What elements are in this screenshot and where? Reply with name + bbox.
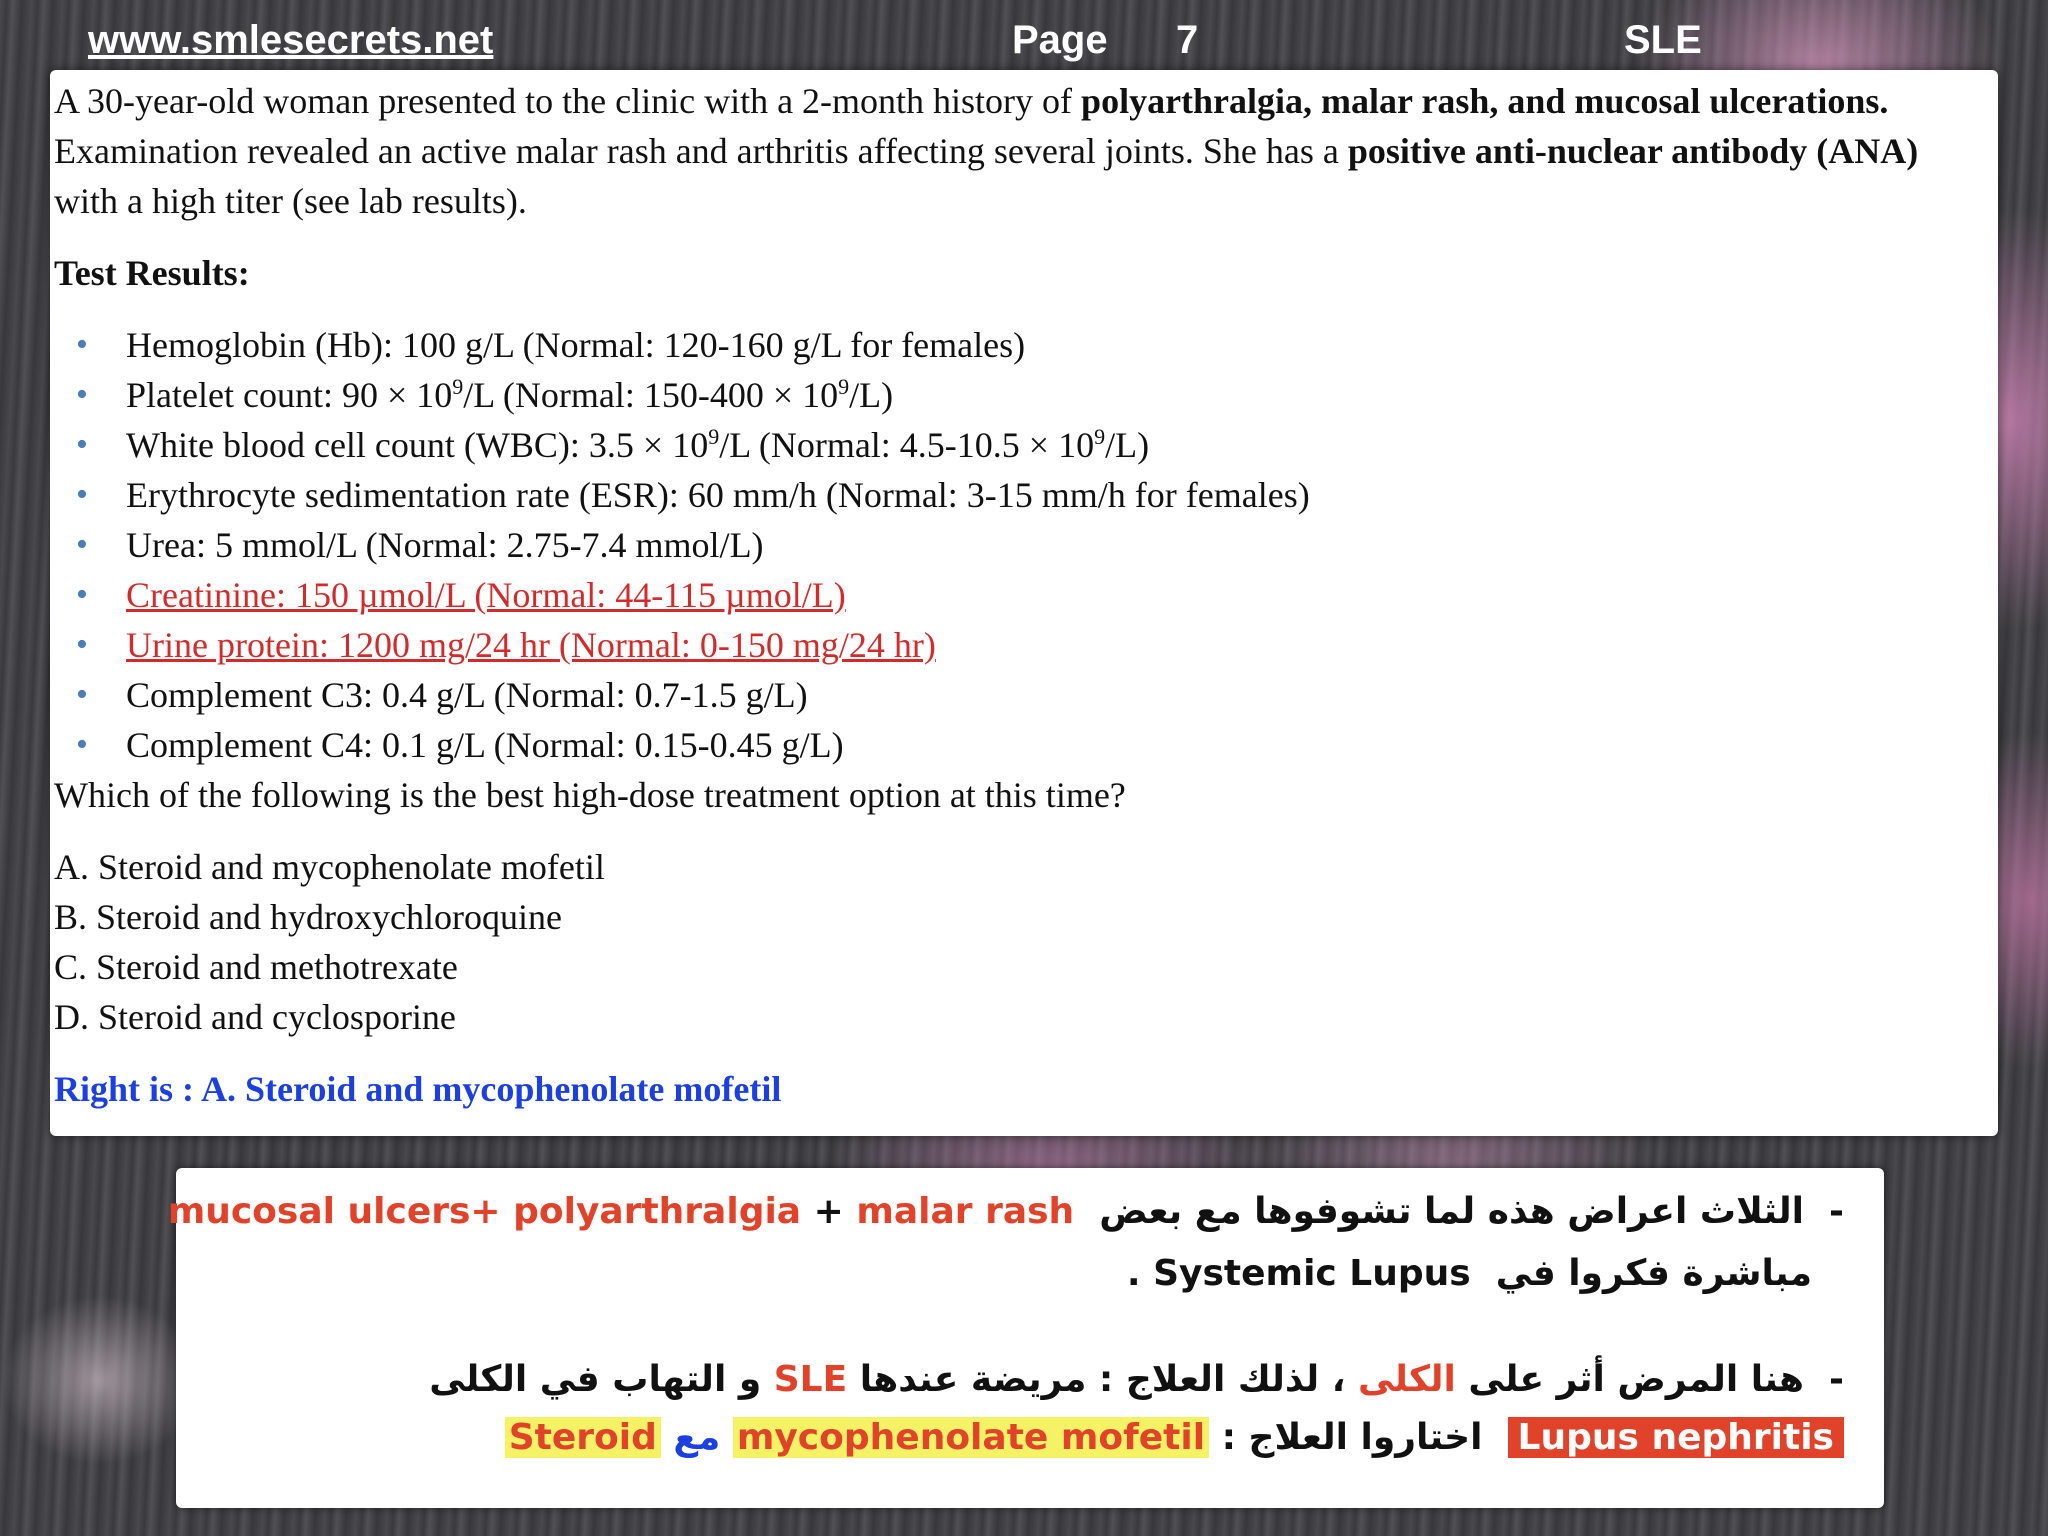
systemic-lupus-text: Systemic Lupus [1153,1253,1471,1294]
bullet-icon: • [76,376,88,413]
mycophenolate-highlight: mycophenolate mofetil [733,1417,1209,1458]
list-item [54,720,1984,770]
option-b[interactable]: B. Steroid and hydroxychloroquine [54,897,562,937]
question-card [50,70,1998,1136]
question-prompt: Which of the following is the best high-dose treatment option at this time? [54,775,1126,815]
option-d[interactable]: D. Steroid and cyclosporine [54,997,456,1037]
explanation-line-2: مباشرة فكروا في Systemic Lupus . [1127,1244,1844,1304]
page-label: Page [1012,18,1108,62]
bullet-icon: • [76,426,88,463]
question-content [54,76,1984,1114]
list-item [54,570,1984,620]
explanation-box [167,1168,1884,1508]
stem-text-1: A 30-year-old woman presented to the clinic with a 2-month history of [54,81,1082,121]
bullet-icon: • [76,576,88,613]
list-item [54,520,1984,570]
page-number: 7 [1176,18,1199,62]
site-link[interactable]: www.smlesecrets.net [88,18,494,62]
bullet-icon: • [76,526,88,563]
bullet-icon: • [76,726,88,763]
explanation-line-3: - هنا المرض أثر على الكلى ، لذلك العلاج : مريضة عندها SLE و التهاب في الكلى [429,1359,1844,1400]
test-wbc: White blood cell count (WBC): $3.5 \times 10^9/L$ (Normal: $4.5-10.5 \times 10^9/L$) [126,424,1150,465]
test-platelet: Platelet count: $90 \times 10^9/L$ (Normal: $150-400 \times 10^9/L$) [126,374,894,415]
page-header [0,14,2048,74]
test-hemoglobin: Hemoglobin (Hb): 100 g/L (Normal: 120-160 g/L for females) [126,325,1026,365]
lupus-nephritis-badge: Lupus nephritis [1508,1417,1844,1458]
test-results-heading-text: Test Results: [54,253,250,293]
test-results-list [54,320,1984,770]
dash: - [1829,1359,1844,1400]
explanation-line-1 [168,1182,1844,1242]
topic-label: SLE [1624,18,1702,62]
test-esr: Erythrocyte sedimentation rate (ESR): 60 mm/h (Normal: 3-15 mm/h for females) [126,475,1310,515]
list-item [54,420,1984,470]
question-stem [54,76,1984,226]
stem-bold-ana-abbr: (ANA) [1816,131,1919,171]
stem-space [1807,131,1816,171]
list-item [54,470,1984,520]
list-item [54,320,1984,370]
test-creatinine: Creatinine: 150 µmol/L (Normal: 44-115 µmol/L) [126,575,846,615]
stem-bold-ana: positive anti-nuclear antibody [1347,131,1808,171]
test-results-heading [54,248,1984,298]
list-item [54,620,1984,670]
stem-text-2: Examination revealed an active malar rash and arthritis affecting several joints. She has a [54,131,1348,171]
symptoms-inline: mucosal ulcers+ polyarthralgia + malar rash [167,1191,1075,1232]
bullet-icon: • [76,476,88,513]
bullet-icon: • [76,676,88,713]
option-a[interactable]: A. Steroid and mycophenolate mofetil [54,847,605,887]
bullet-icon: • [76,626,88,663]
explanation-line-4: Lupus nephritis اختاروا العلاج : mycophenolate mofetil مع Steroid [505,1408,1844,1468]
correct-answer: Right is : A. Steroid and mycophenolate mofetil [54,1069,782,1109]
dash: - [1829,1191,1844,1232]
test-urea: Urea: 5 mmol/L (Normal: 2.75-7.4 mmol/L) [126,525,764,565]
test-urine-protein: Urine protein: 1200 mg/24 hr (Normal: 0-150 mg/24 hr) [126,625,936,665]
stem-bold-symptoms: polyarthralgia, malar rash, and mucosal ulcerations. [1081,81,1889,121]
arabic-text: الثلاث اعراض هذه لما تشوفوها مع بعض [1099,1191,1804,1232]
sle-text: SLE [773,1359,848,1400]
steroid-highlight: Steroid [505,1417,661,1458]
arabic-text: مباشرة فكروا في [1495,1253,1812,1294]
test-complement-c3: Complement C3: 0.4 g/L (Normal: 0.7-1.5 g/L) [126,675,808,715]
option-c[interactable]: C. Steroid and methotrexate [54,947,458,987]
list-item [54,370,1984,420]
kidney-text: الكلى [1357,1359,1456,1400]
bullet-icon: • [76,326,88,363]
list-item [54,670,1984,720]
test-complement-c4: Complement C4: 0.1 g/L (Normal: 0.15-0.45 g/L) [126,725,844,765]
stem-text-3: with a high titer (see lab results). [54,181,527,221]
